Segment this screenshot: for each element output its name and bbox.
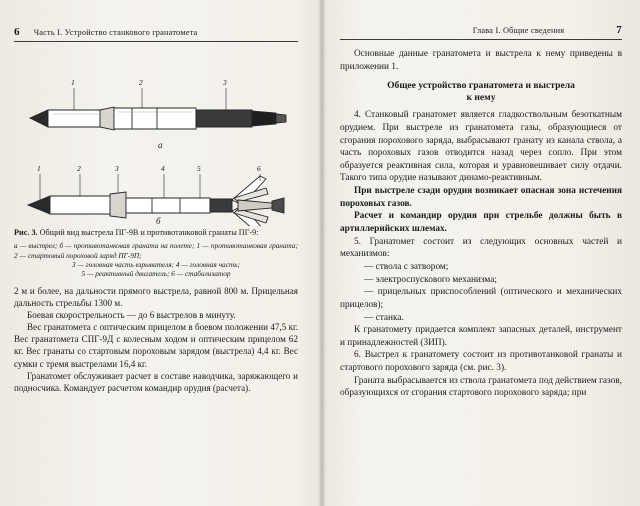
figure-part-label-a: а [158,140,163,150]
book-gutter-shadow [318,0,326,506]
right-header-rule [340,39,622,40]
figure-3-caption [14,228,298,238]
right-running-head [340,24,622,36]
figure-3-legend-line-1: а — выстрел; б — противотанковая граната на полете; 1 — противотанковая граната; 2 — стартовый пороховой заряд ПГ-9П; [14,241,298,260]
paragraph: Расчет и командир орудия при стрельбе должны быть в артиллерийских шлемах. [340,211,622,235]
figure-3-legend-line-2: 3 — головная часть взрывателя; 4 — головная часть; [72,259,240,269]
figure-3-caption-text: Общий вид выстрела ПГ-9В и противотанковой гранаты ПГ-9: [39,228,259,237]
right-page [320,0,640,506]
left-page-body [14,285,298,395]
figure-3-caption-lead: Рис. 3. [14,228,38,237]
list-item: — прицельных приспособлений (оптического и механических прицелов); [340,287,622,310]
paragraph: При выстреле сзади орудия возникает опасная зона истечения пороховых газов. [340,186,622,209]
figure-3-drawing [14,48,298,226]
paragraph-intro: Основные данные гранатомета и выстрела к нему приведены в приложении 1. [340,49,622,72]
left-header-rule [14,41,298,42]
right-page-body [340,48,622,400]
figure-callout-b-3: 3 [115,164,119,173]
paragraph: 2 м и более, на дальности прямого выстрела, равной 800 м. Прицельная дальность стрельбы 1300 м. [14,285,298,308]
paragraph: Боевая скорострельность — до 6 выстрелов в минуту. [27,309,236,320]
paragraph: К гранатомету придается комплект запасных деталей, инструмент и принадлежностей (ЗИП). [340,325,622,348]
right-running-title: Глава I. Общие сведения [472,26,565,35]
figure-callout-b-5: 5 [197,164,201,173]
figure-callout-b-2: 2 [77,164,81,173]
section-subhead-line-1: Общее устройство гранатомета и выстрела [387,80,575,92]
paragraph: Граната выбрасывается из ствола гранатомета под действием газов, образующихся от сгорания стартового порохового заряда; при [340,375,622,399]
paragraph: 6. Выстрел к гранатомету состоит из противотанковой гранаты и стартового порохового заряда (см. рис. 3). [340,350,622,374]
figure-callout-b-6: 6 [257,164,261,173]
paragraph: Вес гранатомета с оптическим прицелом в боевом положении 47,5 кг. Вес гранатомета СПГ-9Д с колесным ходом и оптическим прицелом 62 кг. Вес гранаты со стартовым пороховым зарядом (выстрела) 4,4 кг. Вес сумки с тремя выстрелами 16,4 кг. [14,322,298,369]
left-running-head [14,26,298,38]
paragraph: Гранатомет обслуживает расчет в составе наводчика, заряжающего и подносчика. Командует расчетом командир орудия (расчета). [14,370,298,393]
figure-callout-b-1: 1 [37,164,41,173]
figure-part-label-b: б [156,216,161,226]
left-running-title: Часть I. Устройство станкового гранатомета [33,28,198,37]
left-page-number: 6 [14,26,20,38]
right-page-number: 7 [616,24,622,36]
figure-callout-a-2: 2 [139,78,143,87]
list-item: — электроспускового механизма; [364,274,497,285]
list-item: — станка. [364,312,404,323]
list-item: — ствола с затвором; [364,261,449,272]
figure-callout-b-4: 4 [161,164,165,173]
section-subhead-line-2: к нему [466,92,496,104]
figure-callout-a-3: 3 [223,78,227,87]
figure-callout-a-1: 1 [71,78,75,87]
figure-3-legend [14,241,298,278]
figure-3-legend-line-3: 5 — реактивный двигатель; 6 — стабилизатор [81,269,231,279]
section-subhead [340,80,622,104]
paragraph: 5. Гранатомет состоит из следующих основных частей и механизмов: [340,236,622,260]
figure-3 [14,48,298,226]
paragraph: 4. Станковый гранатомет является гладкоствольным безоткатным орудием. При выстреле из гранатомета газы, образующиеся от сгорания порохового заряда, выбрасывают гранату из канала ствола, а часть пороховых газов отводится назад через сопло. При этом образуется реактивная сила, которая и уравновешивает силу отдачи. Такого типа орудие называют динамо-реактивным. [340,110,622,184]
